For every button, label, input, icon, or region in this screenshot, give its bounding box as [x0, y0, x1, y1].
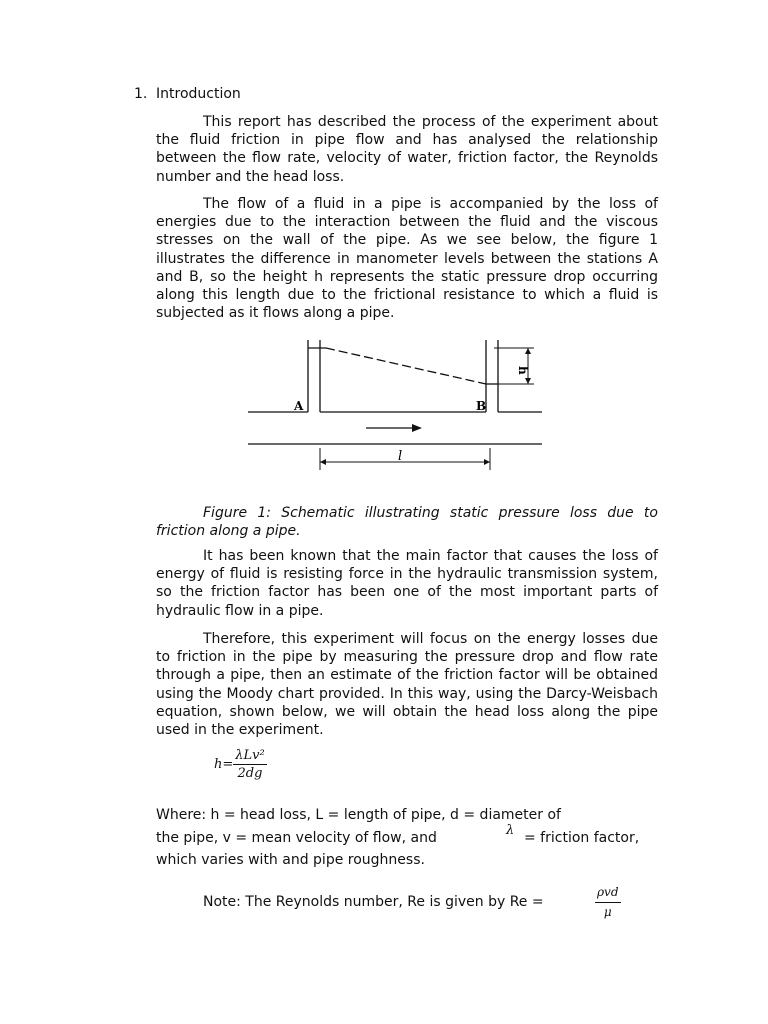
height-h-label: h	[516, 366, 530, 375]
station-a-label: A	[294, 399, 304, 413]
section-heading	[134, 85, 241, 103]
paragraph-1	[156, 113, 658, 186]
figure-caption	[156, 504, 658, 540]
darcy-weisbach-equation	[214, 748, 267, 781]
equation-fraction	[233, 748, 266, 781]
pipe-schematic-figure	[246, 336, 546, 476]
reynolds-note-text: Note: The Reynolds number, Re is given by Re =	[203, 894, 544, 910]
reynolds-numerator: ρvd	[595, 883, 621, 903]
where-line-3: which varies with and pipe roughness.	[156, 852, 425, 868]
paragraph-3-text: It has been known that the main factor that causes the loss of energy of fluid is resisting force in the hydraulic transmission system, so the friction factor has been one of the most important parts of hydraulic flow in a pipe.	[156, 548, 658, 619]
where-line-2-text: the pipe, v = mean velocity of flow, and	[156, 830, 437, 846]
station-b-label: B	[476, 399, 487, 413]
paragraph-2-text: The flow of a fluid in a pipe is accompanied by the loss of energies due to the interaction between the fluid and the viscous stresses on the wall of the pipe. As we see below, the figure 1 illustrates the difference in manometer levels between the stations A and B, so the height h represents the static pressure drop occurring along this length due to the frictional resistance to which a fluid is subjected as it flows along a pipe.	[156, 196, 658, 322]
paragraph-1-text: This report has described the process of the experiment about the fluid friction in pipe flow and has analysed the relationship between the flow rate, velocity of water, friction factor, the Reynolds number and the head loss.	[156, 114, 658, 185]
section-title: Introduction	[156, 86, 241, 102]
paragraph-4-text: Therefore, this experiment will focus on the energy losses due to friction in the pipe by measuring the pressure drop and flow rate through a pipe, then an estimate of the friction factor will be obtained using the Moody chart provided. In this way, using the Darcy-Weisbach equation, shown below, we will obtain the head loss along the pipe used in the experiment.	[156, 631, 658, 739]
lambda-symbol: λ	[506, 823, 515, 838]
length-l-label: l	[398, 449, 403, 464]
figure-caption-text: Figure 1: Schematic illustrating static pressure loss due to friction along a pipe.	[156, 505, 658, 540]
reynolds-denominator: μ	[603, 905, 612, 919]
section-number: 1.	[134, 86, 148, 102]
pipe-schematic-drawing	[246, 336, 546, 476]
where-line-2-after: = friction factor,	[524, 830, 640, 846]
reynolds-fraction	[595, 883, 621, 921]
paragraph-4	[156, 630, 658, 739]
equation-numerator: λLv²	[235, 748, 265, 763]
where-line-1: Where: h = head loss, L = length of pipe, d = diameter of	[156, 807, 561, 823]
paragraph-2	[156, 195, 658, 322]
where-line-2	[156, 823, 658, 847]
paragraph-3	[156, 547, 658, 620]
equation-denominator: 2dg	[237, 766, 263, 781]
equation-lhs: h=	[214, 757, 234, 772]
